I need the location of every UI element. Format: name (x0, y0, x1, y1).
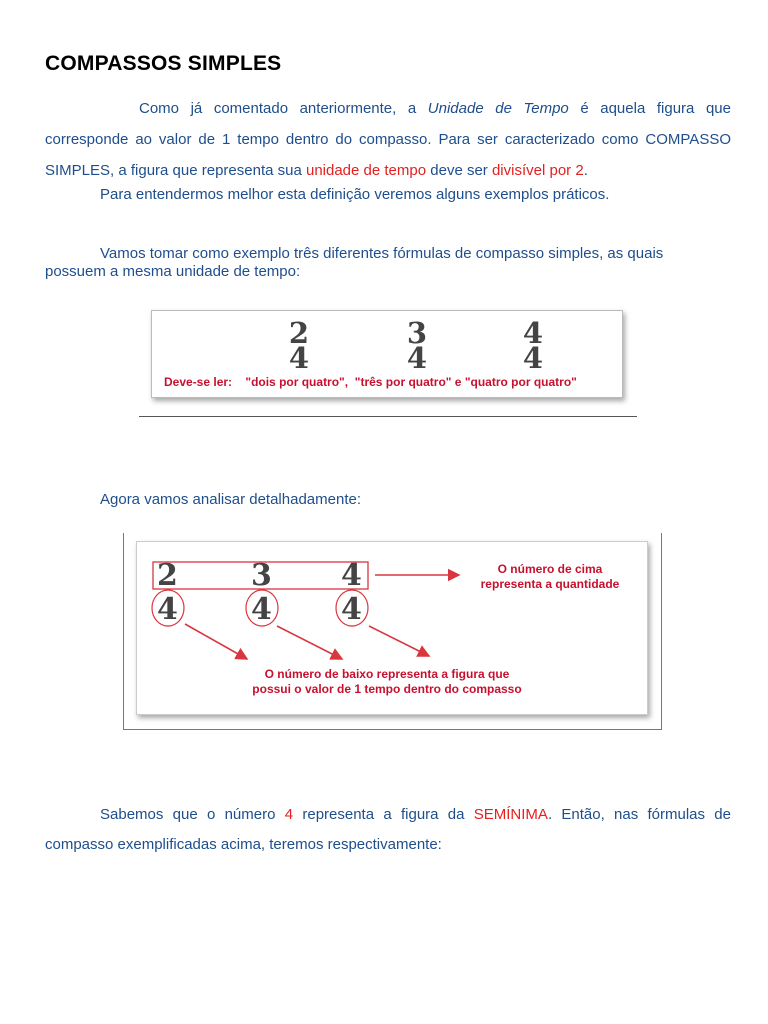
bottom-number-2: 4 (251, 592, 272, 627)
numerator: 4 (522, 316, 544, 350)
page-title: COMPASSOS SIMPLES (45, 52, 282, 75)
figure-frame (151, 310, 623, 398)
figure-caption: Deve-se ler: "dois por quatro", "três por quatro" e "quatro por quatro" (164, 375, 577, 389)
numerator: 2 (288, 316, 310, 350)
fraction-2 (397, 316, 437, 375)
note-line: representa a quantidade (480, 577, 620, 591)
text-span: Como já comentado anteriormente, a (139, 100, 428, 117)
text-span: deve ser (426, 162, 492, 179)
note-line: O número de cima (497, 562, 603, 576)
arrow-bottom-1 (185, 624, 247, 659)
highlight-number-4: 4 (284, 806, 294, 823)
top-number-1: 2 (157, 558, 178, 593)
paragraph-three-formulas (45, 245, 725, 281)
note-bottom (217, 667, 557, 697)
numerator: 3 (406, 316, 428, 350)
note-top (465, 562, 635, 592)
paragraph-examples-intro: Para entendermos melhor esta definição veremos alguns exemplos práticos. (100, 186, 610, 203)
text-span: Vamos tomar como exemplo três diferentes fórmulas de compasso simples, as quais possuem a mesma unidade de tempo: (45, 245, 664, 280)
fraction-3 (513, 316, 553, 375)
bottom-number-3: 4 (341, 592, 362, 627)
term-unidade-de-tempo: Unidade de Tempo (427, 100, 569, 117)
text-span: representa a figura da (293, 806, 474, 823)
denominator: 4 (522, 341, 544, 375)
note-line: possui o valor de 1 tempo dentro do compasso (252, 682, 522, 696)
text-span: . Então, nas fórmulas de compasso exemplificadas acima, teremos respectivamente: (45, 806, 731, 853)
text-span: é aquela figura que corresponde ao valor de 1 tempo dentro do compasso. Para ser caracterizado como COMPASSO SIMPLES, a figura que representa sua (45, 100, 731, 179)
paragraph-analysis-intro: Agora vamos analisar detalhadamente: (100, 491, 361, 508)
arrow-bottom-3 (369, 626, 429, 656)
fraction-1 (279, 316, 319, 375)
text-span: Sabemos que o número (100, 806, 285, 823)
top-number-2: 3 (251, 558, 272, 593)
highlight-seminima: SEMÍNIMA (473, 806, 548, 823)
figure-detailed-analysis (123, 533, 662, 730)
denominator: 4 (288, 341, 310, 375)
figure-time-signatures (139, 300, 637, 417)
paragraph-definition (45, 93, 731, 186)
note-line: O número de baixo representa a figura que (264, 667, 510, 681)
bottom-number-1: 4 (157, 592, 178, 627)
top-number-3: 4 (341, 558, 362, 593)
arrow-bottom-2 (277, 626, 342, 659)
highlight-unidade-de-tempo: unidade de tempo (305, 162, 427, 179)
paragraph-seminima (45, 800, 731, 860)
highlight-divisivel: divisível por 2 (491, 162, 584, 179)
text-span: . (583, 162, 588, 179)
denominator: 4 (406, 341, 428, 375)
figure-frame (136, 541, 648, 715)
